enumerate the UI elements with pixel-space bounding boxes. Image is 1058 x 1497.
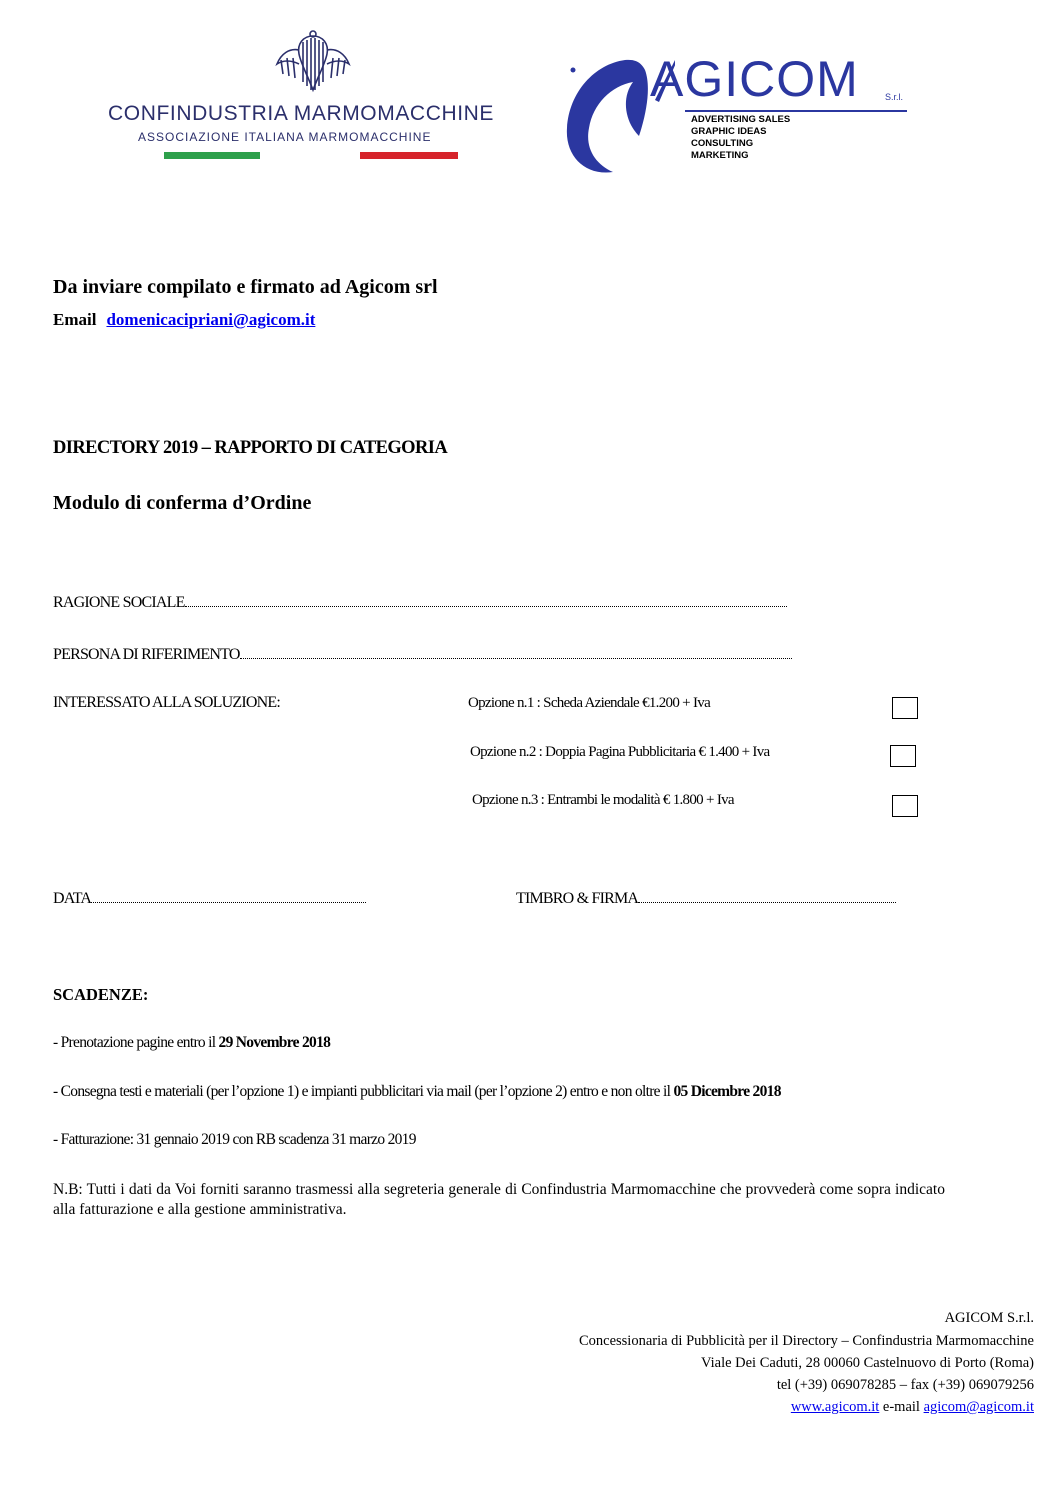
- agicom-tagline: [691, 114, 790, 162]
- scadenze-title: SCADENZE:: [53, 985, 149, 1004]
- ragione-sociale-label: RAGIONE SOCIALE: [53, 594, 185, 611]
- directory-title: DIRECTORY 2019 – RAPPORTO DI CATEGORIA: [53, 438, 448, 458]
- footer-address: Viale Dei Caduti, 28 00060 Castelnuovo di Porto (Roma): [701, 1355, 1034, 1371]
- interessato-label: INTERESSATO ALLA SOLUZIONE:: [53, 694, 280, 711]
- tagline-line: MARKETING: [691, 150, 749, 161]
- option-1-label: Opzione n.1 : Scheda Aziendale €1.200 + Iva: [468, 695, 711, 711]
- confindustria-name: CONFINDUSTRIA MARMOMACCHINE: [108, 102, 495, 125]
- option-1-checkbox[interactable]: [892, 697, 918, 719]
- timbro-field[interactable]: [516, 890, 896, 908]
- eagle-emblem-icon: [273, 30, 353, 96]
- prenotazione-text: - Prenotazione pagine entro il: [53, 1034, 219, 1051]
- scadenza-consegna: [53, 1083, 781, 1101]
- agicom-rule: [685, 110, 907, 112]
- flag-stripe-red: [360, 152, 458, 159]
- agicom-suffix: S.r.l.: [885, 92, 904, 102]
- consegna-text: - Consegna testi e materiali (per l’opzione 1) e impianti pubblicitari via mail (per l’opzione 2) entro e non oltre il: [53, 1083, 674, 1100]
- data-line[interactable]: [91, 890, 366, 903]
- email-row: [53, 310, 315, 330]
- tagline-line: ADVERTISING SALES: [691, 114, 791, 125]
- timbro-line[interactable]: [638, 890, 896, 903]
- timbro-label: TIMBRO & FIRMA: [516, 890, 639, 907]
- scadenza-fatturazione: - Fatturazione: 31 gennaio 2019 con RB scadenza 31 marzo 2019: [53, 1131, 416, 1148]
- email-label: Email: [53, 310, 97, 329]
- option-2-label: Opzione n.2 : Doppia Pagina Pubblicitaria € 1.400 + Iva: [470, 744, 770, 760]
- footer-phone: tel (+39) 069078285 – fax (+39) 069079256: [776, 1377, 1034, 1393]
- footer-description: Concessionaria di Pubblicità per il Directory – Confindustria Marmomacchine: [578, 1333, 1034, 1349]
- option-3-label: Opzione n.3 : Entrambi le modalità € 1.800 + Iva: [472, 792, 734, 808]
- scadenza-prenotazione: [53, 1034, 330, 1052]
- flag-stripe-green: [164, 152, 260, 159]
- persona-line[interactable]: [240, 646, 792, 659]
- tagline-line: GRAPHIC IDEAS: [691, 126, 767, 137]
- ragione-sociale-line[interactable]: [185, 594, 787, 607]
- footer-contacts: [791, 1399, 1034, 1416]
- data-field[interactable]: [53, 890, 366, 908]
- data-label: DATA: [53, 890, 92, 907]
- confindustria-subtitle: ASSOCIAZIONE ITALIANA MARMOMACCHINE: [138, 130, 432, 144]
- footer-website-link[interactable]: www.agicom.it: [790, 1399, 880, 1415]
- persona-label: PERSONA DI RIFERIMENTO: [53, 646, 240, 663]
- footer-email-label: e-mail: [879, 1399, 924, 1415]
- tagline-line: CONSULTING: [691, 138, 754, 149]
- footer-email-link[interactable]: agicom@agicom.it: [923, 1399, 1034, 1415]
- persona-field[interactable]: [53, 646, 792, 664]
- footer-company: AGICOM S.r.l.: [944, 1310, 1034, 1326]
- consegna-date: 05 Dicembre 2018: [673, 1083, 781, 1100]
- module-title: Modulo di conferma d’Ordine: [53, 492, 312, 514]
- send-instruction: Da inviare compilato e firmato ad Agicom srl: [53, 276, 438, 298]
- nb-paragraph: N.B: Tutti i dati da Voi forniti saranno trasmessi alla segreteria generale di Confindustria Marmomacchine che provvederà come sopra indicato alla fatturazione e alla gestione amministrativa.: [53, 1181, 945, 1218]
- prenotazione-date: 29 Novembre 2018: [218, 1034, 331, 1051]
- confindustria-logo: [100, 30, 530, 170]
- email-link[interactable]: domenicacipriani@agicom.it: [106, 310, 316, 329]
- agicom-logo: [555, 52, 915, 182]
- option-3-checkbox[interactable]: [892, 795, 918, 817]
- agicom-name: AGICOM: [650, 51, 859, 107]
- ragione-sociale-field[interactable]: [53, 594, 787, 612]
- option-2-checkbox[interactable]: [890, 745, 916, 767]
